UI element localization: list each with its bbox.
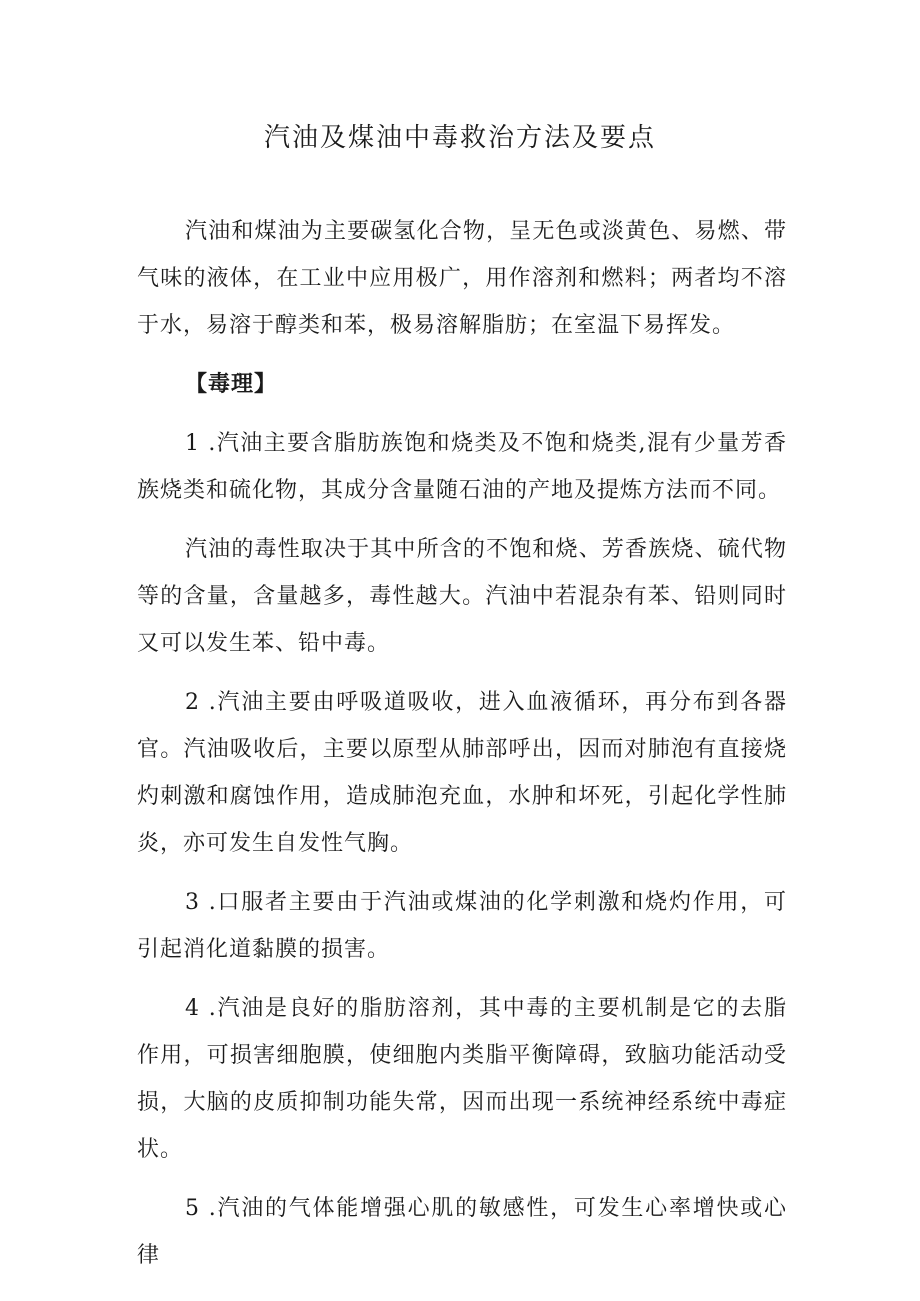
toxicology-item-5: 5 .汽油的气体能增强心肌的敏感性，可发生心率增快或心律	[137, 1196, 787, 1268]
document-body	[137, 208, 787, 1291]
intro-paragraph: 汽油和煤油为主要碳氢化合物，呈无色或淡黄色、易燃、带气味的液体，在工业中应用极广，用作溶剂和燃料；两者均不溶于水，易溶于醇类和苯，极易溶解脂肪；在室温下易挥发。	[137, 219, 787, 338]
toxicology-item-1-continued: 汽油的毒性取决于其中所含的不饱和烧、芳香族烧、硫代物等的含量，含量越多，毒性越大。汽油中若混杂有苯、铅则同时又可以发生苯、铅中毒。	[137, 537, 787, 656]
toxicology-item-1: 1 .汽油主要含脂肪族饱和烧类及不饱和烧类,混有少量芳香族烧类和硫化物，其成分含量随石油的产地及提炼方法而不同。	[137, 431, 787, 503]
toxicology-item-3: 3 .口服者主要由于汽油或煤油的化学刺激和烧灼作用，可引起消化道黏膜的损害。	[137, 890, 787, 962]
section-heading-toxicology: 【毒理】	[185, 372, 278, 397]
document-title: 汽油及煤油中毒救治方法及要点	[263, 123, 656, 153]
toxicology-item-4: 4 .汽油是良好的脂肪溶剂，其中毒的主要机制是它的去脂作用，可损害细胞膜，使细胞内类脂平衡障碍，致脑功能活动受损，大脑的皮质抑制功能失常，因而出现一系统神经系统中毒症状。	[137, 996, 787, 1162]
toxicology-item-2: 2 .汽油主要由呼吸道吸收，进入血液循环，再分布到各器官。汽油吸收后，主要以原型从肺部呼出，因而对肺泡有直接烧灼刺激和腐蚀作用，造成肺泡充血，水肿和坏死，引起化学性肺炎，亦可发生自发性气胸。	[137, 690, 787, 856]
